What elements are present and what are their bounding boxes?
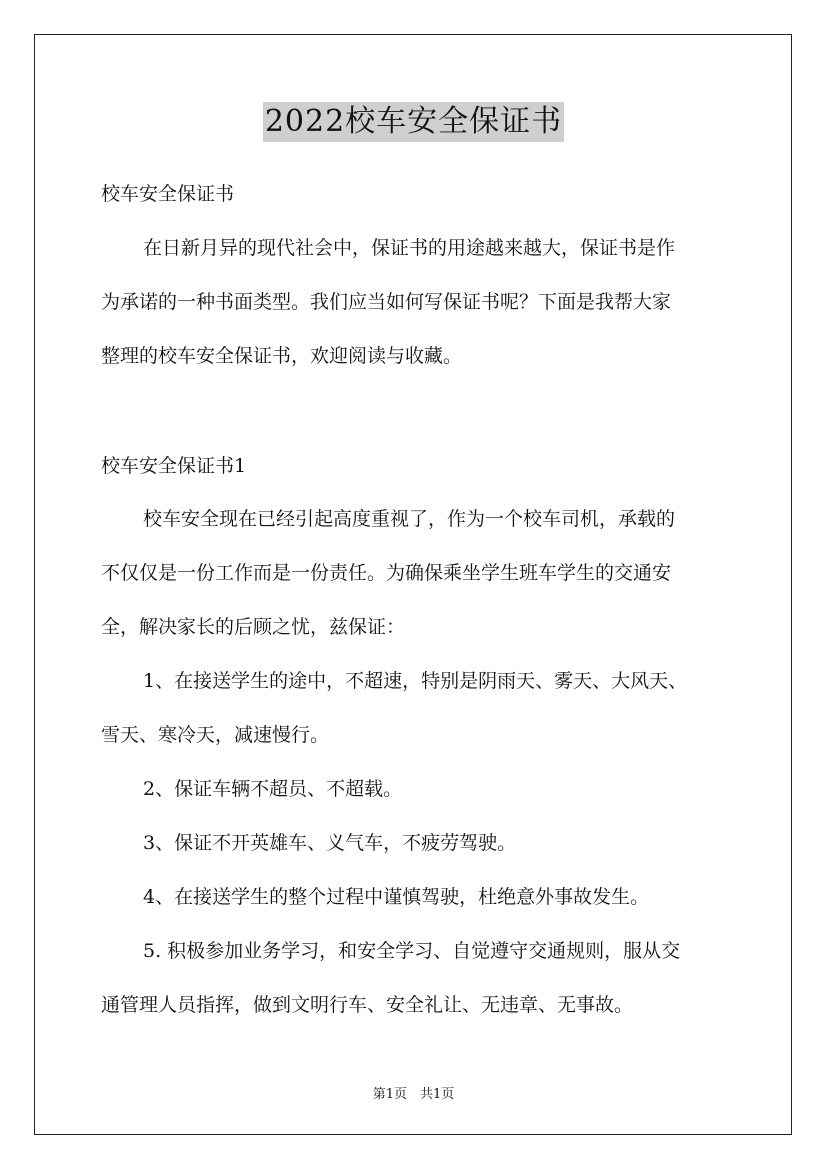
intro-line-3: 整理的校车安全保证书，欢迎阅读与收藏。 — [101, 345, 463, 367]
intro-line-2: 为承诺的一种书面类型。我们应当如何写保证书呢？下面是我帮大家 — [101, 291, 672, 313]
page-footer: 第1页 共1页 — [372, 1087, 455, 1102]
document-title: 2022校车安全保证书 — [263, 102, 564, 142]
item-1-line-1: 1、在接送学生的途中，不超速，特别是阴雨天、雾天、大风天、 — [143, 670, 688, 692]
item-1-line-2: 雪天、寒冷天，减速慢行。 — [101, 724, 330, 746]
item-4-line: 4、在接送学生的整个过程中谨慎驾驶，杜绝意外事故发生。 — [143, 886, 650, 908]
body-line-1: 校车安全现在已经引起高度重视了，作为一个校车司机，承载的 — [143, 508, 676, 530]
section-heading: 校车安全保证书1 — [101, 455, 247, 477]
item-2-line: 2、保证车辆不超员、不超载。 — [143, 778, 403, 800]
subtitle-line: 校车安全保证书 — [101, 183, 235, 205]
item-5-line-1: 5. 积极参加业务学习，和安全学习、自觉遵守交通规则，服从交 — [143, 940, 681, 962]
intro-line-1: 在日新月异的现代社会中，保证书的用途越来越大，保证书是作 — [143, 237, 676, 259]
item-3-line: 3、保证不开英雄车、义气车，不疲劳驾驶。 — [143, 832, 517, 854]
body-line-3: 全，解决家长的后顾之忧，兹保证： — [101, 616, 406, 638]
item-5-line-2: 通管理人员指挥，做到文明行车、安全礼让、无违章、无事故。 — [101, 994, 634, 1016]
body-line-2: 不仅仅是一份工作而是一份责任。为确保乘坐学生班车学生的交通安 — [101, 562, 672, 584]
title-container — [0, 102, 827, 142]
